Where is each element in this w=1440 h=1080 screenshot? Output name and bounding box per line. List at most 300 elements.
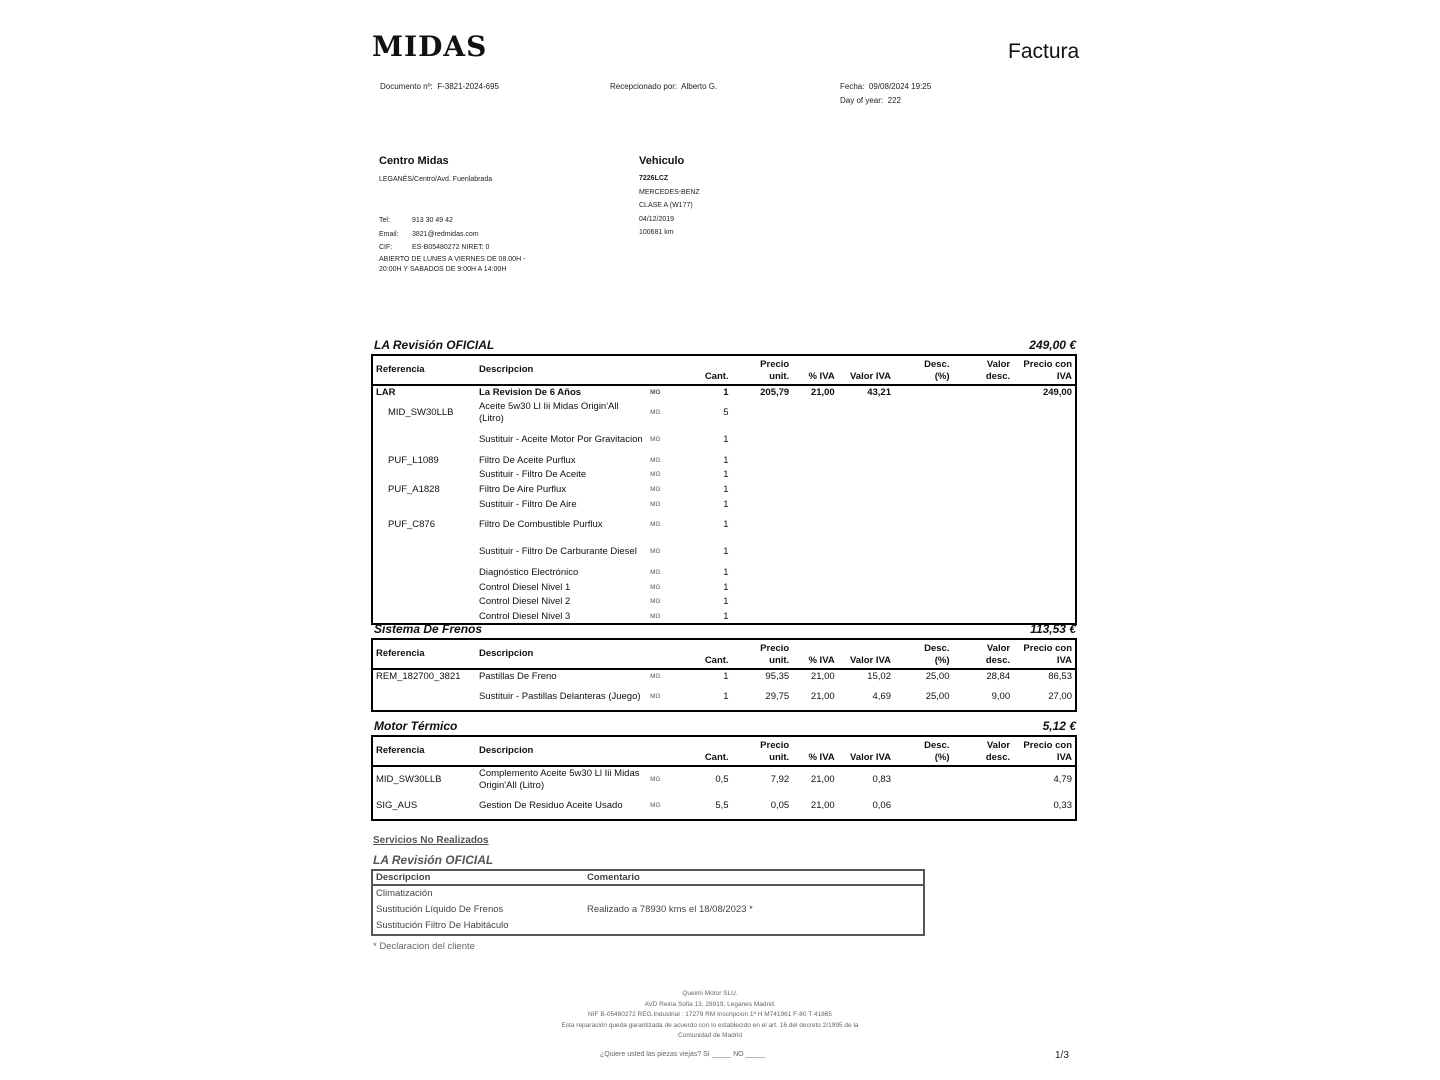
col-desc-header [476, 355, 647, 385]
footer-line: Esta reparación queda garantizada de acuerdo con lo establecido en el art. 16 del decreto 2/1995 de la [561, 1021, 859, 1029]
header-text: Precio [760, 643, 790, 654]
mg-cell: MG [650, 388, 661, 396]
unit-cell [732, 539, 793, 566]
invoice-date [840, 82, 931, 91]
desc-cell: Sustituir - Pastillas Delanteras (Juego) [478, 690, 641, 702]
header-text: (%) [934, 752, 950, 763]
vatv-cell [838, 566, 894, 581]
total-cell [1013, 454, 1076, 469]
mg-cell: MG [650, 672, 661, 680]
vehicle-details [639, 172, 700, 240]
col-unit-price-header [732, 355, 793, 385]
ref-cell: REM_182700_3821 [376, 670, 461, 682]
col-vat-value-header [838, 355, 894, 385]
desc-cell: Sustituir - Aceite Motor Por Gravitacion [478, 434, 643, 446]
unit-cell [732, 610, 793, 625]
received-value: Alberto G. [681, 82, 718, 91]
ref-cell [372, 595, 476, 610]
mg-cell: MG [650, 583, 661, 591]
total-cell [1013, 400, 1076, 427]
qty-cell: 1 [723, 386, 729, 398]
header-text: Referencia [376, 647, 425, 659]
discv-cell [952, 793, 1013, 820]
unit-cell: 95,35 [765, 670, 790, 682]
desc-cell: Control Diesel Nivel 3 [478, 610, 571, 622]
header-text: Precio con [1023, 643, 1072, 654]
vat-cell [792, 581, 837, 596]
col-blank-header [647, 639, 688, 669]
total-cell [1013, 497, 1076, 512]
discv-cell [952, 512, 1013, 539]
disc-cell: 25,00 [925, 670, 950, 682]
discv-cell [952, 427, 1013, 454]
opening-hours-1: ABIERTO DE LUNES A VIERNES DE 08.00H - [379, 255, 526, 263]
disc-cell [894, 512, 952, 539]
unit-cell: 205,79 [760, 386, 790, 398]
vat-cell [792, 400, 837, 427]
col-total-header [1013, 355, 1076, 385]
header-text: Precio [760, 359, 790, 370]
day-of-year [840, 96, 901, 105]
header-text: Desc. [924, 740, 950, 751]
old-parts-question: ¿Quiere usted las piezas viejas? SI _____ NO _____ [600, 1051, 765, 1058]
table-row [372, 885, 924, 902]
ref-cell [372, 566, 476, 581]
items-table [371, 735, 1077, 821]
disc-cell: 25,00 [925, 690, 950, 702]
unit-cell [732, 400, 793, 427]
section-total: 5,12 € [1042, 719, 1076, 733]
vat-cell [792, 483, 837, 498]
document-value: F-3821-2024-695 [437, 82, 500, 91]
document-label: Documento nº: [380, 82, 433, 91]
vatv-cell [838, 427, 894, 454]
header-text: Descripcion [478, 744, 534, 756]
discv-cell [952, 566, 1013, 581]
total-cell [1013, 581, 1076, 596]
doy-value: 222 [887, 96, 901, 105]
date-label: Fecha: [840, 82, 865, 91]
ref-cell [372, 581, 476, 596]
section-title: Sistema De Frenos [374, 622, 483, 636]
center-contact [379, 214, 525, 276]
section-total: 113,53 € [1030, 622, 1076, 636]
mg-cell: MG [650, 486, 661, 494]
desc-cell: Filtro De Combustible Purflux [478, 519, 603, 531]
header-text: Valor IVA [849, 371, 891, 382]
qty-cell: 1 [723, 484, 729, 496]
items-table [371, 638, 1077, 712]
items-table [371, 354, 1077, 625]
total-cell [1013, 483, 1076, 498]
unit-cell [732, 595, 793, 610]
col-unit-price-header [732, 639, 793, 669]
header-text: % IVA [808, 752, 835, 763]
vat-cell [792, 454, 837, 469]
desc-cell: Sustituir - Filtro De Carburante Diesel [478, 546, 637, 558]
col-vat-pct-header [792, 639, 837, 669]
mg-cell: MG [650, 569, 661, 577]
table-row [372, 497, 1076, 512]
header-text: Precio con [1023, 359, 1072, 370]
vatv-cell: 43,21 [867, 386, 891, 398]
total-cell: 0,33 [1053, 800, 1072, 811]
total-cell [1013, 468, 1076, 483]
col-blank-header [647, 355, 688, 385]
section-title: Motor Térmico [374, 719, 458, 733]
vatv-cell [838, 483, 894, 498]
vatv-cell [838, 400, 894, 427]
cif-label: CIF: [379, 244, 393, 251]
col-discount-value-header [952, 736, 1013, 766]
comment-cell [584, 885, 924, 902]
disc-cell [894, 400, 952, 427]
vat-cell [792, 427, 837, 454]
unit-cell [732, 497, 793, 512]
discv-cell: 28,84 [986, 670, 1011, 682]
comment-cell [584, 918, 924, 935]
mg-cell: MG [650, 548, 661, 556]
col-comment-header: Comentario [584, 870, 924, 885]
unit-cell [732, 468, 793, 483]
header-text: Descripcion [478, 647, 534, 659]
table-row [372, 793, 1076, 820]
vatv-cell [838, 581, 894, 596]
header-text: Cant. [704, 752, 729, 763]
vat-cell: 21,00 [810, 386, 835, 398]
col-desc-header: Descripcion [372, 870, 584, 885]
desc-cell: Complemento Aceite 5w30 Ll Iii Midas Origin'All (Litro) [478, 768, 640, 791]
table-row [372, 766, 1076, 793]
unit-cell [732, 483, 793, 498]
center-address: LEGANÉS/Centro/Avd. Fuenlabrada [379, 176, 493, 183]
col-discount-value-header [952, 639, 1013, 669]
col-total-header [1013, 639, 1076, 669]
footer-line: Queimi Motor SLU. [682, 990, 738, 997]
header-text: IVA [1056, 752, 1072, 763]
vatv-cell [838, 610, 894, 625]
mg-cell: MG [650, 692, 661, 700]
qty-cell: 1 [723, 469, 729, 481]
email-label: Email: [379, 230, 399, 238]
qty-cell: 1 [723, 690, 729, 702]
vat-cell: 21,00 [810, 670, 835, 682]
qty-cell: 5,5 [715, 800, 729, 811]
vatv-cell [838, 539, 894, 566]
disc-cell [894, 427, 952, 454]
header-text: Valor [986, 643, 1011, 654]
header-text: Cant. [704, 655, 729, 666]
qty-cell: 1 [723, 498, 729, 510]
vatv-cell: 4,69 [872, 690, 891, 702]
received-by [610, 82, 717, 91]
vatv-cell [838, 512, 894, 539]
unit-cell [732, 427, 793, 454]
ref-cell: LAR [376, 386, 396, 398]
total-cell: 4,79 [1053, 774, 1072, 785]
ref-cell: PUF_L1089 [388, 454, 439, 466]
page-number: 1/3 [1055, 1050, 1069, 1061]
unit-cell [732, 566, 793, 581]
table-row [372, 454, 1076, 469]
total-cell: 86,53 [1048, 670, 1072, 682]
mg-cell: MG [650, 500, 661, 508]
desc-cell: Sustitución Filtro De Habitáculo [376, 920, 509, 931]
col-unit-price-header [732, 736, 793, 766]
company-footer [500, 989, 920, 1042]
desc-cell: La Revision De 6 Años [478, 386, 582, 398]
section-total: 249,00 € [1029, 338, 1076, 352]
header-text: desc. [985, 371, 1011, 382]
vehicle-date: 04/12/2019 [639, 215, 675, 223]
ref-cell [372, 497, 476, 512]
header-text: (%) [934, 371, 950, 382]
total-cell: 27,00 [1048, 690, 1072, 702]
midas-logo: MIDAS [372, 30, 488, 63]
footnote: * Declaracion del cliente [373, 941, 475, 952]
discv-cell [952, 595, 1013, 610]
table-row [372, 684, 1076, 711]
mg-cell: MG [650, 436, 661, 444]
ref-cell [372, 468, 476, 483]
qty-cell: 1 [723, 596, 729, 608]
vatv-cell: 0,83 [872, 774, 891, 785]
table-row [372, 468, 1076, 483]
vehicle-km: 100681 km [639, 229, 674, 236]
desc-cell: Sustitución Líquido De Frenos [376, 904, 504, 915]
page-title: Factura [1008, 40, 1080, 63]
ref-cell: PUF_A1828 [388, 484, 440, 496]
header-text: unit. [769, 655, 790, 666]
col-qty-header [688, 736, 731, 766]
disc-cell [894, 385, 952, 400]
header-text: IVA [1056, 371, 1072, 382]
discv-cell [952, 385, 1013, 400]
header-text: Valor [986, 359, 1011, 370]
col-qty-header [688, 639, 731, 669]
desc-cell: Aceite 5w30 Ll Iii Midas Origin'All (Litro) [478, 401, 619, 425]
table-row [372, 902, 924, 918]
unit-cell [732, 581, 793, 596]
desc-cell: Filtro De Aire Purflux [478, 484, 567, 496]
vatv-cell: 15,02 [867, 670, 891, 682]
header-text: Desc. [924, 643, 950, 654]
discv-cell [952, 766, 1013, 793]
disc-cell [894, 766, 952, 793]
header-text: Valor IVA [849, 655, 891, 666]
desc-cell: Control Diesel Nivel 2 [478, 596, 571, 608]
desc-cell: Pastillas De Freno [478, 670, 557, 682]
section-title: LA Revisión OFICIAL [374, 338, 495, 352]
col-vat-value-header [838, 639, 894, 669]
vehicle-make: MERCEDES-BENZ [639, 188, 700, 196]
desc-cell: Gestion De Residuo Aceite Usado [478, 800, 623, 811]
vat-cell [792, 512, 837, 539]
tel-value: 913 30 49 42 [412, 217, 453, 224]
total-cell [1013, 539, 1076, 566]
desc-cell: Filtro De Aceite Purflux [478, 454, 576, 466]
table-row [372, 581, 1076, 596]
discv-cell [952, 400, 1013, 427]
header-text: % IVA [808, 655, 835, 666]
ref-cell [372, 539, 476, 566]
mg-cell: MG [650, 456, 661, 464]
services-not-done-link[interactable]: Servicios No Realizados [373, 835, 489, 846]
qty-cell: 1 [723, 454, 729, 466]
header-text: (%) [934, 655, 950, 666]
col-discount-pct-header [894, 355, 952, 385]
qty-cell: 1 [723, 610, 729, 622]
qty-cell: 1 [723, 581, 729, 593]
qty-cell: 1 [723, 519, 729, 531]
col-discount-value-header [952, 355, 1013, 385]
unit-cell: 7,92 [770, 774, 790, 785]
disc-cell [894, 595, 952, 610]
table-row [372, 595, 1076, 610]
table-row [372, 566, 1076, 581]
discv-cell [952, 539, 1013, 566]
vat-cell [792, 497, 837, 512]
mg-cell: MG [650, 471, 661, 479]
disc-cell [894, 566, 952, 581]
total-cell [1013, 427, 1076, 454]
header-text: Desc. [924, 359, 950, 370]
col-total-header [1013, 736, 1076, 766]
col-vat-pct-header [792, 736, 837, 766]
col-ref-header [372, 639, 476, 669]
vehicle-title: Vehiculo [639, 155, 685, 167]
qty-cell: 1 [723, 434, 729, 446]
ref-cell: SIG_AUS [376, 800, 418, 811]
mg-cell: MG [650, 598, 661, 606]
unit-cell: 0,05 [770, 800, 790, 811]
qty-cell: 0,5 [715, 774, 729, 785]
center-title: Centro Midas [379, 155, 449, 167]
table-row [372, 400, 1076, 427]
header-text: Valor [986, 740, 1011, 751]
qty-cell: 1 [723, 670, 729, 682]
email-value: 3821@redmidas.com [412, 230, 479, 238]
total-cell: 249,00 [1042, 386, 1072, 398]
mg-cell: MG [650, 409, 661, 417]
disc-cell [894, 454, 952, 469]
col-discount-pct-header [894, 639, 952, 669]
disc-cell [894, 483, 952, 498]
unit-cell [732, 512, 793, 539]
vatv-cell [838, 454, 894, 469]
discv-cell: 9,00 [991, 690, 1011, 702]
tel-label: Tel: [379, 217, 390, 224]
header-text: % IVA [808, 371, 835, 382]
unit-cell [732, 454, 793, 469]
header-text: desc. [985, 752, 1011, 763]
discv-cell [952, 581, 1013, 596]
table-row [372, 918, 924, 935]
total-cell [1013, 566, 1076, 581]
qty-cell: 1 [723, 546, 729, 558]
not-done-section-title: LA Revisión OFICIAL [373, 853, 494, 867]
footer-line: NIF B-05480272 REG.Industrial : 17279 RM Inscripcion 1ª H M741961 F-80 T 41865 [588, 1011, 832, 1018]
footer-line: AVD Reina Sofia 13, 28919, Leganes Madrid. [644, 1000, 776, 1008]
vehicle-model: CLASE A (W177) [639, 202, 693, 209]
col-discount-pct-header [894, 736, 952, 766]
vat-cell [792, 566, 837, 581]
ref-cell: MID_SW30LLB [388, 407, 454, 419]
desc-cell: Control Diesel Nivel 1 [478, 581, 571, 593]
vat-cell: 21,00 [810, 774, 835, 785]
table-row [372, 539, 1076, 566]
col-vat-value-header [838, 736, 894, 766]
footer-line: Comunidad de Madrid [678, 1032, 742, 1039]
disc-cell [894, 793, 952, 820]
vatv-cell: 0,06 [872, 800, 891, 811]
vatv-cell [838, 468, 894, 483]
vat-cell [792, 610, 837, 625]
header-text: IVA [1056, 655, 1072, 666]
discv-cell [952, 468, 1013, 483]
discv-cell [952, 497, 1013, 512]
table-row [372, 427, 1076, 454]
col-blank-header [647, 736, 688, 766]
mg-cell: MG [650, 802, 661, 809]
col-desc-header [476, 736, 647, 766]
header-text: Precio con [1023, 740, 1072, 751]
not-done-table [371, 869, 925, 936]
cif-value: ES-B05480272 NIRET: 0 [412, 244, 490, 251]
col-desc-header [476, 639, 647, 669]
header-text: Referencia [376, 363, 425, 375]
header-text: unit. [769, 752, 790, 763]
header-text: desc. [985, 655, 1011, 666]
desc-cell: Sustituir - Filtro De Aceite [478, 469, 587, 481]
vatv-cell [838, 497, 894, 512]
ref-cell [372, 684, 476, 711]
vat-cell [792, 539, 837, 566]
discv-cell [952, 454, 1013, 469]
header-text: Descripcion [478, 363, 534, 375]
table-row [372, 512, 1076, 539]
qty-cell: 1 [723, 567, 729, 579]
opening-hours-2: 20:00H Y SABADOS DE 9:00H A 14:00H [379, 266, 507, 273]
header-text: Cant. [704, 371, 729, 382]
table-row [372, 385, 1076, 400]
col-ref-header [372, 736, 476, 766]
disc-cell [894, 539, 952, 566]
disc-cell [894, 581, 952, 596]
mg-cell: MG [650, 776, 661, 783]
ref-cell [372, 427, 476, 454]
header-text: Referencia [376, 744, 425, 756]
vat-cell [792, 595, 837, 610]
vatv-cell [838, 595, 894, 610]
qty-cell: 5 [723, 407, 729, 419]
total-cell [1013, 512, 1076, 539]
desc-cell: Climatización [376, 888, 433, 899]
vat-cell [792, 468, 837, 483]
vat-cell: 21,00 [810, 800, 835, 811]
mg-cell: MG [650, 521, 661, 529]
col-qty-header [688, 355, 731, 385]
total-cell [1013, 595, 1076, 610]
ref-cell: MID_SW30LLB [376, 774, 442, 785]
disc-cell [894, 468, 952, 483]
table-row [372, 483, 1076, 498]
discv-cell [952, 483, 1013, 498]
col-ref-header [372, 355, 476, 385]
ref-cell: PUF_C876 [388, 519, 435, 531]
comment-cell: Realizado a 78930 kms el 18/08/2023 * [587, 904, 753, 915]
table-row [372, 669, 1076, 684]
